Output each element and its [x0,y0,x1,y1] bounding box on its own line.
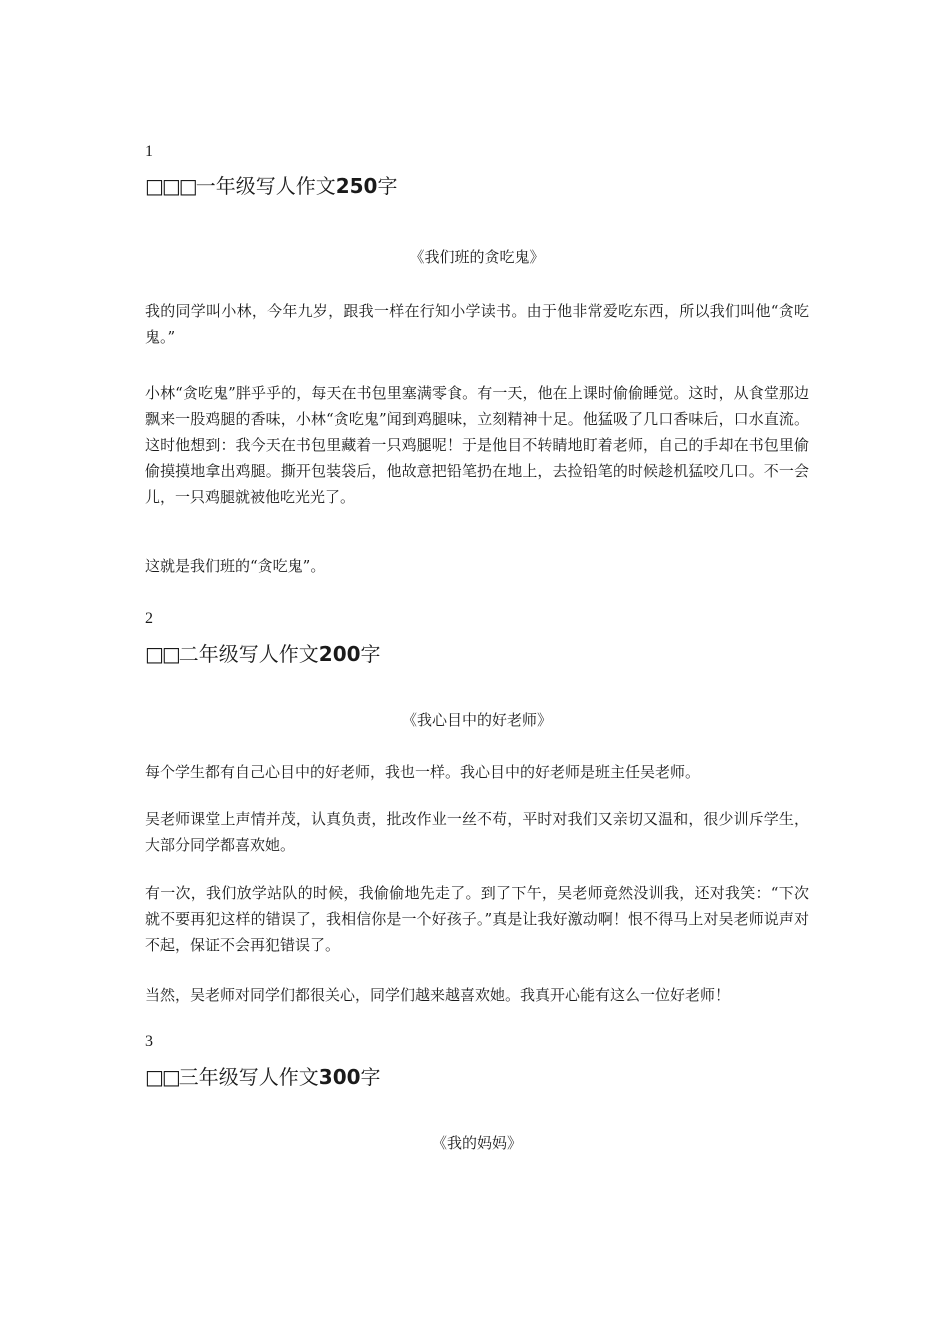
paragraph: 我的同学叫小林，今年九岁，跟我一样在行知小学读书。由于他非常爱吃东西，所以我们叫他“贪吃鬼。” [145,302,809,346]
heading-word-count: 300 [318,1065,361,1089]
paragraph: 吴老师课堂上声情并茂，认真负责，批改作业一丝不苟，平时对我们又亲切又温和，很少训斥学生，大部分同学都喜欢她。 [145,810,809,854]
heading-word-count: 250 [335,174,378,198]
paragraph: 当然，吴老师对同学们都很关心，同学们越来越喜欢她。我真开心能有这么一位好老师！ [145,986,731,1004]
essay-title: 《我心目中的好老师》 [401,711,552,729]
heading-text: 三年级写人作文 [178,1065,319,1089]
essay-title: 《我们班的贪吃鬼》 [409,248,545,266]
heading-text: 一年级写人作文 [195,174,336,198]
paragraph: 每个学生都有自己心目中的好老师，我也一样。我心目中的好老师是班主任吴老师。 [145,763,701,781]
heading-suffix: 字 [360,1065,381,1089]
heading-placeholder-glyphs: □□□ [145,174,196,198]
heading-suffix: 字 [360,642,381,666]
section-heading [145,641,381,667]
section-number: 3 [145,1033,153,1050]
heading-placeholder-glyphs: □□ [145,1065,179,1089]
section-heading [145,173,397,199]
essay-title: 《我的妈妈》 [431,1134,522,1152]
heading-placeholder-glyphs: □□ [145,642,179,666]
paragraph: 小林“贪吃鬼”胖乎乎的，每天在书包里塞满零食。有一天，他在上课时偷偷睡觉。这时，从食堂那边飘来一股鸡腿的香味，小林“贪吃鬼”闻到鸡腿味，立刻精神十足。他猛吸了几口香味后，口水直流。这时他想到：我今天在书包里藏着一只鸡腿呢！于是他目不转睛地盯着老师，自己的手却在书包里偷偷摸摸地拿出鸡腿。撕开包装袋后，他故意把铅笔扔在地上，去捡铅笔的时候趁机猛咬几口。不一会儿，一只鸡腿就被他吃光光了。 [145,384,809,506]
heading-text: 二年级写人作文 [178,642,319,666]
section-number: 1 [145,143,153,160]
section-number: 2 [145,610,153,627]
paragraph: 这就是我们班的“贪吃鬼”。 [145,557,326,575]
paragraph: 有一次，我们放学站队的时候，我偷偷地先走了。到了下午，吴老师竟然没训我，还对我笑：“下次就不要再犯这样的错误了，我相信你是一个好孩子。”真是让我好激动啊！恨不得马上对吴老师说声对不起，保证不会再犯错误了。 [145,884,809,954]
section-heading [145,1064,381,1090]
heading-suffix: 字 [377,174,398,198]
heading-word-count: 200 [318,642,361,666]
